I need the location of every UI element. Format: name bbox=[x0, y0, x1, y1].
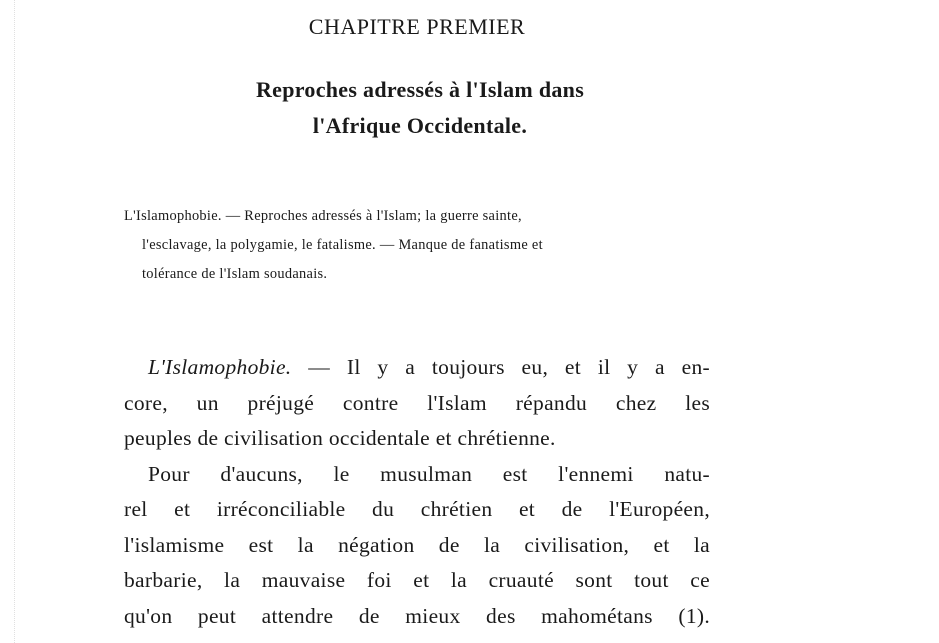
chapter-title: CHAPITRE PREMIER bbox=[308, 14, 526, 39]
summary-line-3: tolérance de l'Islam soudanais. bbox=[142, 266, 328, 282]
paragraph-2-line-2: rel et irréconciliable du chrétien et de l'Européen, bbox=[124, 497, 710, 521]
chapter-summary bbox=[124, 202, 718, 289]
body-text bbox=[124, 350, 710, 634]
summary-line-1: L'Islamophobie. — Reproches adressés à l'Islam; la guerre sainte, bbox=[124, 208, 522, 224]
paragraph-2-line-4: barbarie, la mauvaise foi et la cruauté sont tout ce bbox=[124, 568, 710, 592]
paragraph-1-line-1 bbox=[124, 350, 710, 386]
section-title-line-1: Reproches adressés à l'Islam dans bbox=[255, 77, 585, 102]
paragraph-1-line-2: core, un préjugé contre l'Islam répandu chez les bbox=[124, 390, 710, 415]
summary-line-2: l'esclavage, la polygamie, le fatalisme. — Manque de fanatisme et bbox=[142, 237, 543, 253]
paragraph-1-line-1-rest: — Il y a toujours eu, et il y a en- bbox=[291, 355, 710, 379]
paragraph-2-line-5: qu'on peut attendre de mieux des mahométans (1). bbox=[124, 603, 710, 628]
section-title bbox=[0, 72, 840, 144]
paragraph-2-line-3: l'islamisme est la négation de la civilisation, et la bbox=[124, 532, 710, 557]
paragraph-1-lead: L'Islamophobie. bbox=[148, 355, 292, 379]
paragraph-1-line-3: peuples de civilisation occidentale et chrétienne. bbox=[124, 426, 556, 450]
paragraph-2-line-1: Pour d'aucuns, le musulman est l'ennemi natu- bbox=[148, 461, 710, 486]
section-title-line-2: l'Afrique Occidentale. bbox=[312, 113, 528, 138]
